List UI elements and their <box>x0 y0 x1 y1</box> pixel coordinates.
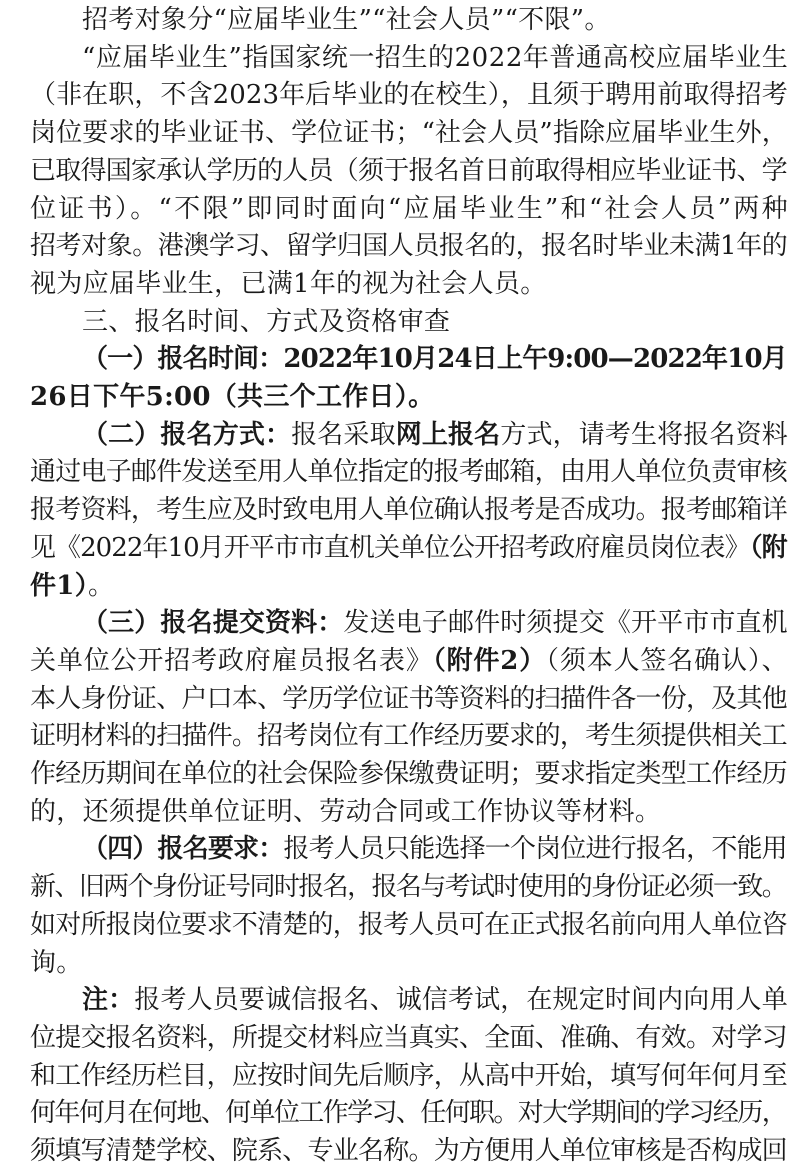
text-line <box>30 454 787 490</box>
text-line <box>30 1058 787 1094</box>
text-segment: “应届毕业生”指国家统一招生的2022年普通高校应届毕业生 <box>82 42 789 73</box>
text-segment: 报考人员只能选择一个岗位进行报名，不能用 <box>283 834 787 865</box>
text-segment: 位提交报名资料，所提交材料应当真实、全面、准确、有效。对学习 <box>30 1022 787 1053</box>
text-line <box>30 153 787 189</box>
text-segment: 询。 <box>30 947 83 978</box>
text-line <box>30 266 547 302</box>
bold-text-segment: 网上报名 <box>395 419 501 450</box>
text-line <box>30 191 790 227</box>
text-line <box>30 718 787 754</box>
text-segment: 须填写清楚学校、院系、专业名称。为方便用人单位审核是否构成回 <box>30 1136 787 1166</box>
text-segment: 方式，请考生将报名资料 <box>500 419 788 450</box>
text-line <box>30 907 787 943</box>
text-segment: 通过电子邮件发送至用人单位指定的报考邮箱，由用人单位负责审核 <box>30 457 787 488</box>
text-segment: 何年何月在何地、何单位工作学习、任何职。对大学期间的学习经历， <box>30 1098 787 1129</box>
bold-text-segment: 26日下午5:00（共三个工作日）。 <box>30 382 435 412</box>
text-line <box>30 379 434 415</box>
text-line <box>30 945 83 981</box>
text-segment: 招考对象分“应届毕业生”“社会人员”“不限”。 <box>82 5 611 35</box>
text-line <box>30 530 787 566</box>
text-segment: 位证书）。“不限”即同时面向“应届毕业生”和“社会人员”两种 <box>30 193 790 224</box>
text-line <box>30 643 789 679</box>
text-segment: 招考对象。港澳学习、留学归国人员报名的，报名时毕业未满1年的 <box>30 231 788 262</box>
text-line <box>30 1133 787 1169</box>
bold-text-segment: 注： <box>82 985 135 1016</box>
text-line <box>30 794 661 830</box>
text-segment: 证明材料的扫描件。招考岗位有工作经历要求的，考生须提供相关工 <box>30 721 787 752</box>
bold-text-segment: （三）报名提交资料： <box>82 608 344 639</box>
bold-text-segment: （附件2） <box>432 645 547 676</box>
text-segment: 视为应届毕业生，已满1年的视为社会人员。 <box>30 268 547 299</box>
text-segment: 如对所报岗位要求不清楚的，报考人员可在正式报名前向用人单位咨 <box>30 909 787 940</box>
text-segment: 见《2022年10月开平市市直机关单位公开招考政府雇员岗位表》 <box>30 532 750 563</box>
text-line <box>82 2 611 38</box>
text-line <box>30 568 114 604</box>
text-segment: 的，还须提供单位证明、劳动合同或工作协议等材料。 <box>30 796 662 827</box>
text-segment: 三、报名时间、方式及资格审查 <box>82 306 451 337</box>
bold-text-segment: 件1） <box>30 570 88 601</box>
text-segment: 岗位要求的毕业证书、学位证书；“社会人员”指除应届毕业生外， <box>30 118 788 149</box>
text-line <box>30 869 786 905</box>
text-line <box>82 40 788 76</box>
text-segment: 本人身份证、户口本、学历学位证书等资料的扫描件各一份，及其他 <box>30 683 787 714</box>
text-segment: 报名采取 <box>291 419 396 450</box>
text-segment: 发送电子邮件时须提交《开平市市直机 <box>343 608 788 639</box>
bold-text-segment: （四）报名要求： <box>82 834 284 865</box>
text-line <box>30 681 787 717</box>
text-segment: （须本人签名确认）、 <box>546 645 789 676</box>
bold-text-segment: （二）报名方式： <box>82 419 292 450</box>
text-line <box>30 228 787 264</box>
text-line <box>30 77 788 113</box>
text-line <box>82 831 787 867</box>
text-segment: 报考人员要诚信报名、诚信考试，在规定时间内向用人单 <box>134 985 788 1016</box>
text-line <box>30 492 787 528</box>
text-line <box>82 417 788 453</box>
text-segment: 和工作经历栏目，应按时间先后顺序，从高中开始，填写何年何月至 <box>30 1060 787 1091</box>
text-line <box>30 756 787 792</box>
bold-text-segment: （附 <box>749 532 787 563</box>
text-line <box>82 341 787 377</box>
text-segment: 报考资料，考生应及时致电用人单位确认报考是否成功。报考邮箱详 <box>30 495 787 526</box>
text-line <box>30 1095 786 1131</box>
text-line <box>82 605 788 641</box>
text-line <box>30 115 788 151</box>
text-segment: （非在职，不含2023年后毕业的在校生），且须于聘用前取得招考 <box>30 80 788 111</box>
text-segment: 关单位公开招考政府雇员报名表》 <box>30 645 433 676</box>
text-line <box>82 982 788 1018</box>
text-segment: 作经历期间在单位的社会保险参保缴费证明；要求指定类型工作经历 <box>30 759 787 789</box>
text-line <box>82 304 450 340</box>
text-segment: 。 <box>88 570 115 601</box>
text-segment: 新、旧两个身份证号同时报名，报名与考试时使用的身份证必须一致。 <box>30 872 787 903</box>
text-line <box>30 1020 787 1056</box>
bold-text-segment: （一）报名时间：2022年10月24日上午9:00—2022年10月 <box>82 344 787 375</box>
text-segment: 已取得国家承认学历的人员（须于报名首日前取得相应毕业证书、学 <box>30 155 787 186</box>
